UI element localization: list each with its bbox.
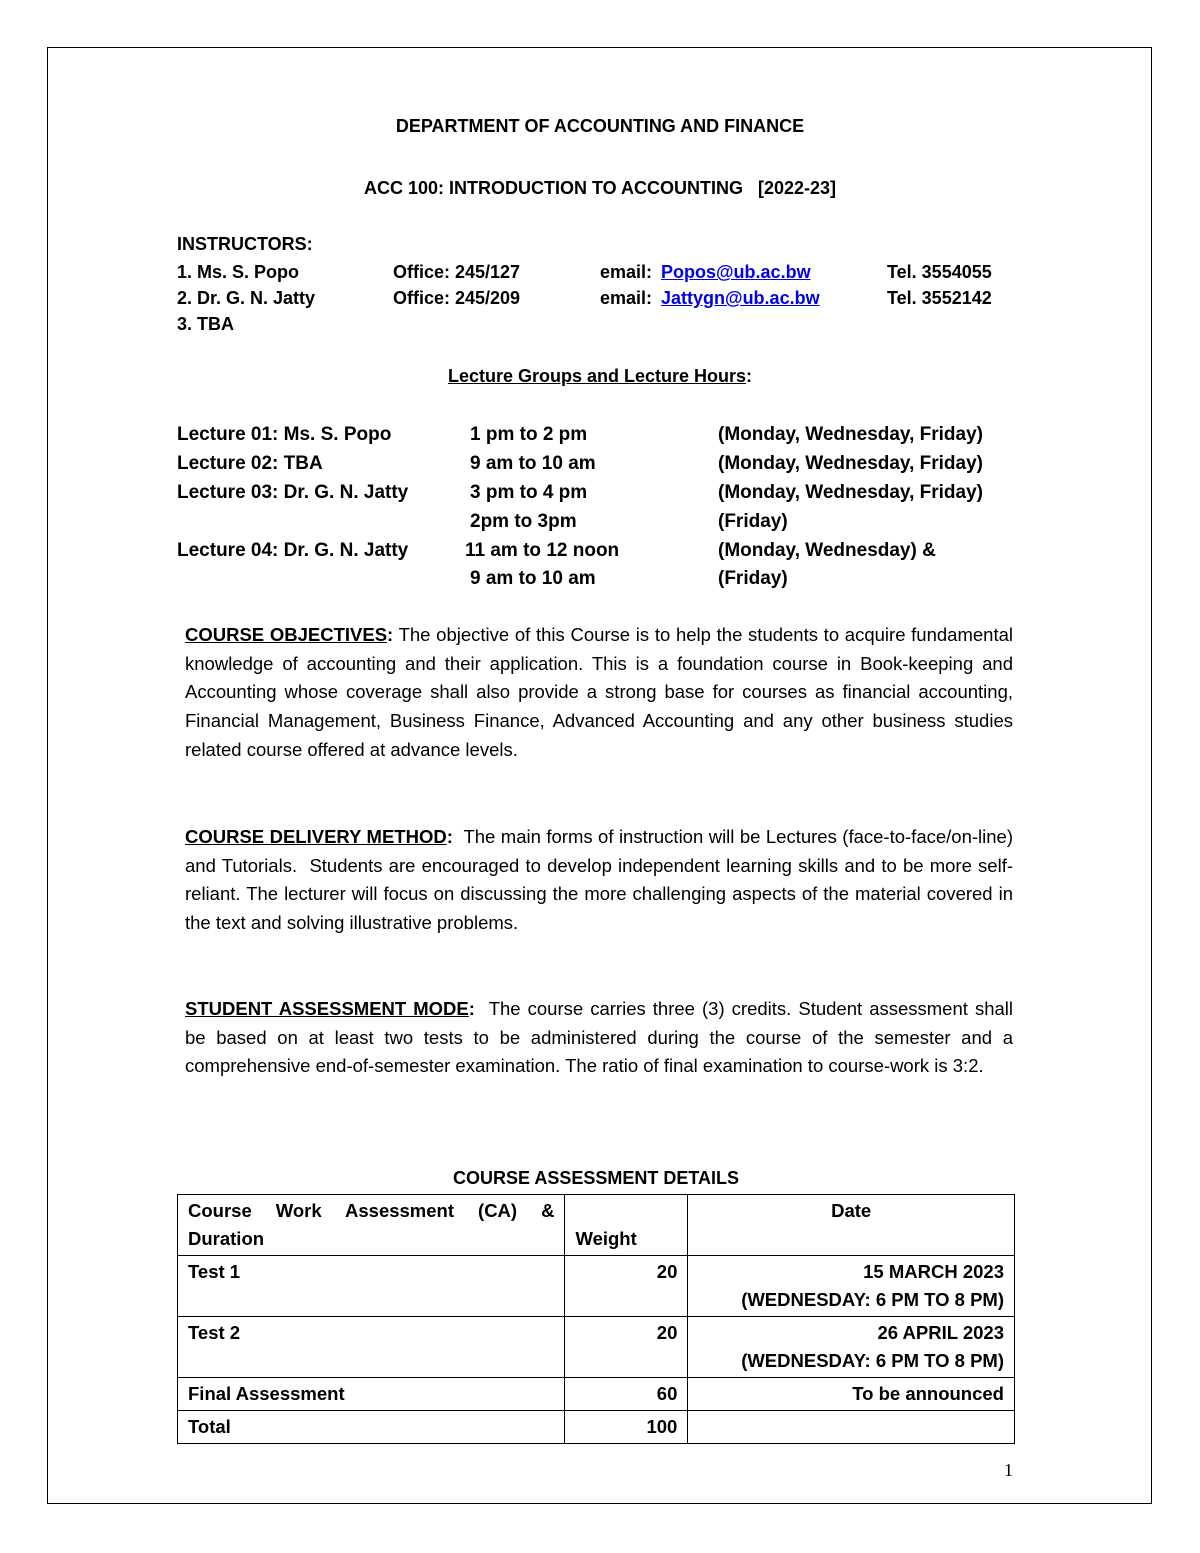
course-title: ACC 100: INTRODUCTION TO ACCOUNTING [2022-23] bbox=[363, 178, 837, 198]
lecture-group: Lecture 04: Dr. G. N. Jatty bbox=[177, 540, 409, 561]
instructor-email-link[interactable]: Jattygn@ub.ac.bw bbox=[661, 288, 820, 308]
instructor-email-label: email: bbox=[600, 288, 653, 308]
instructor-row bbox=[177, 258, 1007, 286]
assessment-item: Test 2 bbox=[178, 1317, 565, 1378]
lecture-days: (Friday) bbox=[718, 511, 788, 532]
lecture-days: (Monday, Wednesday) & bbox=[718, 540, 936, 561]
assessment-date bbox=[688, 1256, 1015, 1317]
lecture-heading-colon: : bbox=[746, 366, 753, 386]
lecture-days: (Friday) bbox=[718, 568, 788, 589]
delivery-colon: : bbox=[446, 826, 453, 847]
table-row bbox=[178, 1411, 1015, 1444]
table-row bbox=[178, 1317, 1015, 1378]
table-row bbox=[178, 1378, 1015, 1411]
lecture-group: Lecture 03: Dr. G. N. Jatty bbox=[177, 482, 409, 503]
assessment-date bbox=[688, 1317, 1015, 1378]
lecture-group: Lecture 02: TBA bbox=[177, 453, 323, 474]
assessment-item: Test 1 bbox=[178, 1256, 565, 1317]
objectives-colon: : bbox=[387, 624, 394, 645]
assessment-weight: 20 bbox=[565, 1256, 688, 1317]
lecture-days: (Monday, Wednesday, Friday) bbox=[718, 482, 983, 503]
instructor-email-link[interactable]: Popos@ub.ac.bw bbox=[661, 262, 811, 282]
instructors-label: INSTRUCTORS: bbox=[177, 234, 313, 254]
assessment-text: The course carries three (3) credits. Student assessment shall be based on at least two tests to be administered during the course of the semester and a comprehensive end-of-semester examination. The ratio of final examination to course-work is 3:2. bbox=[185, 998, 1019, 1077]
lecture-time: 9 am to 10 am bbox=[470, 568, 596, 589]
instructor-name: 1. Ms. S. Popo bbox=[177, 262, 300, 282]
assessment-date: To be announced bbox=[688, 1378, 1015, 1411]
lecture-days: (Monday, Wednesday, Friday) bbox=[718, 424, 983, 445]
table-header-row bbox=[178, 1195, 1015, 1256]
date-text: 26 APRIL 2023 bbox=[877, 1322, 1004, 1343]
instructor-office: Office: 245/209 bbox=[393, 288, 521, 308]
instructor-email-label: email: bbox=[600, 262, 653, 282]
table-row bbox=[178, 1256, 1015, 1317]
header-cell-weight: Weight bbox=[565, 1195, 688, 1256]
objectives-heading: COURSE OBJECTIVES bbox=[185, 624, 388, 645]
lecture-group: Lecture 01: Ms. S. Popo bbox=[177, 424, 392, 445]
assessment-weight: 20 bbox=[565, 1317, 688, 1378]
instructor-row bbox=[177, 284, 1007, 312]
header-cell-date: Date bbox=[688, 1195, 1015, 1256]
instructor-name: 2. Dr. G. N. Jatty bbox=[177, 288, 316, 308]
assessment-table-title: COURSE ASSESSMENT DETAILS bbox=[452, 1168, 740, 1188]
header-cell-assessment: Course Work Assessment (CA) & Duration bbox=[178, 1195, 565, 1256]
assessment-colon: : bbox=[468, 998, 475, 1019]
lecture-time: 9 am to 10 am bbox=[470, 453, 596, 474]
assessment-heading: STUDENT ASSESSMENT MODE bbox=[185, 998, 469, 1019]
lecture-groups-heading bbox=[0, 366, 1200, 387]
instructor-tel: Tel. 3554055 bbox=[887, 262, 992, 282]
course-objectives bbox=[185, 621, 1024, 765]
lecture-time: 1 pm to 2 pm bbox=[470, 424, 588, 445]
objectives-text: The objective of this Course is to help the students to acquire fundamental knowledge of accounting and their application. This is a foundation course in Book-keeping and Accounting whose coverage shall also provide a strong base for courses as financial accounting, Financial Management, Business Finance, Advanced Accounting and any other business studies related course offered at advance levels. bbox=[185, 624, 1024, 760]
lecture-time: 3 pm to 4 pm bbox=[470, 482, 588, 503]
assessment-table bbox=[177, 1194, 1015, 1444]
course-delivery-method bbox=[185, 823, 1019, 938]
instructor-office: Office: 245/127 bbox=[393, 262, 521, 282]
time-text: (WEDNESDAY: 6 PM TO 8 PM) bbox=[741, 1350, 1004, 1371]
date-text: 15 MARCH 2023 bbox=[863, 1261, 1004, 1282]
lecture-time: 11 am to 12 noon bbox=[465, 540, 620, 561]
assessment-date bbox=[688, 1411, 1015, 1444]
assessment-item: Final Assessment bbox=[178, 1378, 565, 1411]
delivery-heading: COURSE DELIVERY METHOD bbox=[185, 826, 447, 847]
student-assessment-mode bbox=[185, 995, 1019, 1081]
page-number: 1 bbox=[1004, 1460, 1013, 1480]
lecture-days: (Monday, Wednesday, Friday) bbox=[718, 453, 983, 474]
time-text: (WEDNESDAY: 6 PM TO 8 PM) bbox=[741, 1289, 1004, 1310]
assessment-weight: 60 bbox=[565, 1378, 688, 1411]
assessment-item: Total bbox=[178, 1411, 565, 1444]
instructor-tel: Tel. 3552142 bbox=[887, 288, 992, 308]
assessment-weight: 100 bbox=[565, 1411, 688, 1444]
delivery-text: The main forms of instruction will be Lectures (face-to-face/on-line) and Tutorials. Students are encouraged to develop independent learning skills and to be more self-reliant. The lecturer will focus on discussing the more challenging aspects of the material covered in the text and solving illustrative problems. bbox=[185, 826, 1019, 934]
lecture-heading-text: Lecture Groups and Lecture Hours bbox=[447, 366, 747, 386]
lecture-time: 2pm to 3pm bbox=[470, 511, 577, 532]
instructor-name: 3. TBA bbox=[177, 314, 235, 334]
department-title: DEPARTMENT OF ACCOUNTING AND FINANCE bbox=[395, 116, 805, 136]
